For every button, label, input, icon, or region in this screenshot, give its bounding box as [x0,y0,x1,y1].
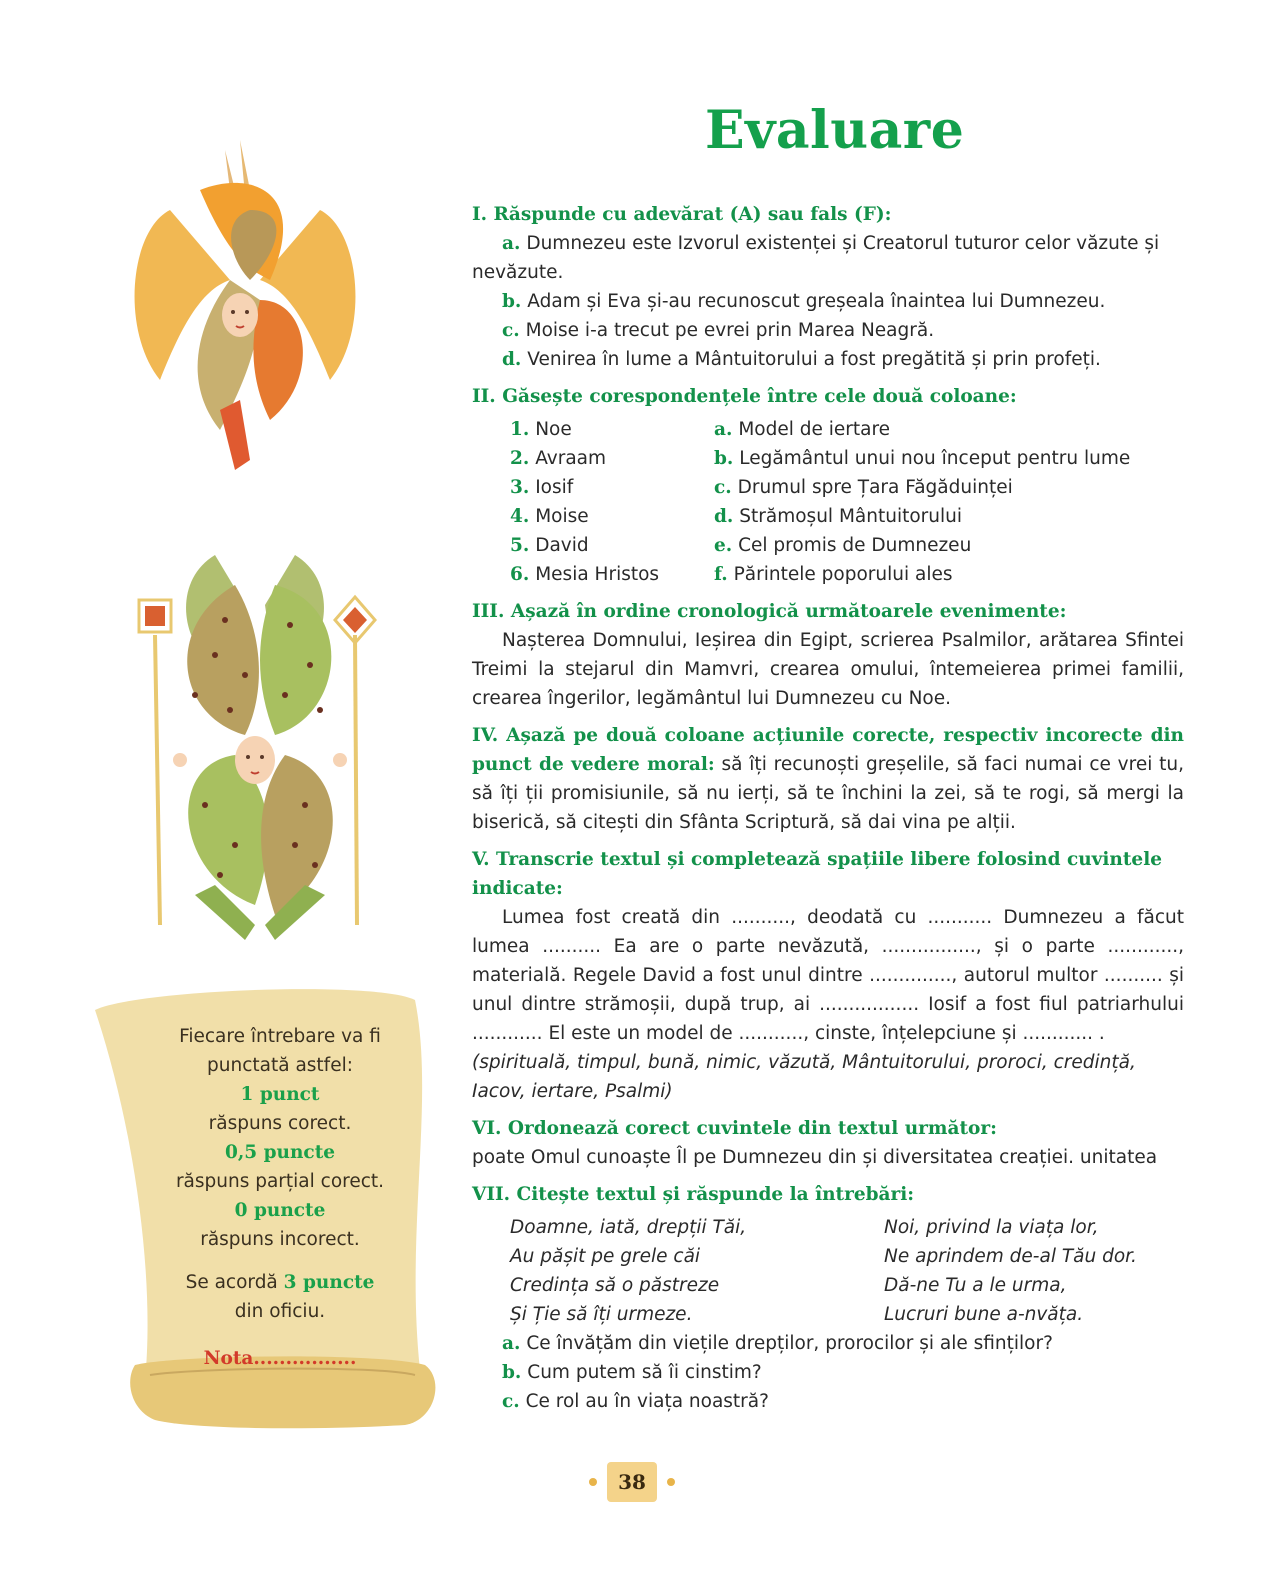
s7-question-c-text: Ce rol au în viața noastră? [525,1391,769,1412]
s1-item-b-text: Adam și Eva și-au recunoscut greșeala înaintea lui Dumnezeu. [527,291,1106,312]
left-2-text: Avraam [535,448,607,469]
poem-left-3: Credința să o păstreze [510,1275,720,1296]
score-2-desc: răspuns parțial corect. [175,1171,385,1192]
section-3 [472,597,1184,713]
score-3-desc: răspuns incorect. [200,1229,360,1250]
section-3-text: Nașterea Domnului, Ieșirea din Egipt, scrierea Psalmilor, arătarea Sfintei Treimi la stejarul din Mamvri, crearea omului, întemeierea primei familii, crearea îngerilor, legământul lui Dumnezeu cu Noe. [472,630,1184,709]
right-d-label: d. [714,506,734,527]
left-3-label: 3. [510,477,530,498]
left-4 [510,502,714,531]
poem-right-1: Noi, privind la viața lor, [884,1217,1099,1238]
s1-item-a-label: a. [502,233,521,254]
left-1 [510,415,714,444]
left-5 [510,531,714,560]
right-b [714,444,1184,473]
right-c-text: Drumul spre Țara Făgăduinței [737,477,1013,498]
section-5-title: V. Transcrie textul și completează spațiile libere folosind cuvintele indicate: [472,849,1163,899]
right-e-text: Cel promis de Dumnezeu [738,535,972,556]
section-6-text: poate Omul cunoaște Îl pe Dumnezeu din și diversitatea creației. unitatea [472,1147,1158,1168]
section-5 [472,845,1184,1106]
left-1-text: Noe [535,419,572,440]
scoring-intro: Fiecare întrebare va fi punctată astfel: [179,1026,381,1076]
s1-item-d-label: d. [502,349,522,370]
left-5-label: 5. [510,535,530,556]
right-e-label: e. [714,535,733,556]
s1-item-a [472,229,1184,287]
right-c-label: c. [714,477,732,498]
s1-item-d [472,345,1184,374]
section-5-text: Lumea fost creată din .........., deodată cu ........... Dumnezeu a făcut lumea .......... Ea are o parte nevăzută, ................, și o parte ............, materială. Regele David a fost unul dintre .............., autorul multor .......... și unul dintre strămoșii, după trup, ai ................. Iosif a fost fiul patriarhului ............ El este un model de ..........., cinste, înțelepciune și ............ . [472,907,1184,1044]
left-5-text: David [535,535,589,556]
s1-item-d-text: Venirea în lume a Mântuitorului a fost pregătită și prin profeți. [527,349,1101,370]
right-d [714,502,1184,531]
section-6-title: VI. Ordonează corect cuvintele din textul următor: [472,1118,997,1139]
s7-question-b-text: Cum putem să îi cinstim? [527,1362,762,1383]
poem-right-3: Dă-ne Tu a le urma, [884,1275,1067,1296]
s1-item-a-text: Dumnezeu este Izvorul existenței și Creatorul tuturor celor văzute și nevăzute. [472,233,1160,283]
poem [472,1213,1184,1329]
section-5-words: (spirituală, timpul, bună, nimic, văzută, Mântuitorului, proroci, credință, Iacov, iertare, Psalmi) [472,1052,1136,1102]
left-3-text: Iosif [535,477,574,498]
poem-left-4: Și Ție să îți urmeze. [510,1304,693,1325]
s7-question-b-label: b. [502,1362,522,1383]
s7-question-a-label: a. [502,1333,521,1354]
section-1 [472,200,1184,374]
section-3-title: III. Așază în ordine cronologică următoarele evenimente: [472,601,1067,622]
s1-item-c-text: Moise i-a trecut pe evrei prin Marea Neagră. [525,320,935,341]
right-a-label: a. [714,419,733,440]
page-number: 38 [607,1462,657,1502]
poem-right-2: Ne aprindem de-al Tău dor. [884,1246,1137,1267]
left-4-text: Moise [535,506,589,527]
right-f [714,560,1184,589]
poem-right-4: Lucruri bune a-nvăța. [884,1304,1084,1325]
bonus-pre: Se acordă [185,1272,278,1293]
right-a [714,415,1184,444]
s1-item-b [472,287,1184,316]
right-f-text: Părintele poporului ales [733,564,953,585]
left-6-text: Mesia Hristos [535,564,660,585]
poem-left-1: Doamne, iată, drepții Tăi, [510,1217,747,1238]
bonus-points: 3 puncte [283,1272,375,1293]
left-1-label: 1. [510,419,530,440]
s1-item-c-label: c. [502,320,520,341]
left-4-label: 4. [510,506,530,527]
s7-question-c [472,1387,1184,1416]
page-number-dot-right [667,1478,675,1486]
matching-columns [472,415,1184,589]
section-7-title: VII. Citește textul și răspunde la întrebări: [472,1184,915,1205]
s1-item-c [472,316,1184,345]
left-6-label: 6. [510,564,530,585]
scoring-box [160,1022,400,1373]
page-title: Evaluare [705,100,965,161]
left-2 [510,444,714,473]
section-6 [472,1114,1184,1172]
section-4-text: să îți recunoști greșelile, să faci numai ce vrei tu, să îți ții promisiunile, să nu ierți, să te închini la zei, să te rogi, să mergi la biserică, să citești din Sfânta Scriptură, să dai vina pe alții. [472,754,1185,833]
section-7 [472,1180,1184,1416]
left-3 [510,473,714,502]
left-6 [510,560,714,589]
s7-question-a-text: Ce învățăm din viețile drepților, prorocilor și ale sfinților? [526,1333,1053,1354]
seraph-illustration [110,130,380,480]
score-1-desc: răspuns corect. [208,1113,352,1134]
score-3-points: 0 puncte [234,1200,326,1221]
section-1-title: I. Răspunde cu adevărat (A) sau fals (F): [472,204,892,225]
s7-question-b [472,1358,1184,1387]
score-2-points: 0,5 puncte [224,1142,336,1163]
section-2 [472,382,1184,589]
score-1-points: 1 punct [240,1084,320,1105]
section-4 [472,721,1184,837]
section-2-title: II. Găsește corespondențele între cele două coloane: [472,386,1017,407]
s7-question-c-label: c. [502,1391,520,1412]
grade-line: Nota................ [203,1348,357,1369]
bonus-line [160,1268,400,1297]
right-b-label: b. [714,448,734,469]
s1-item-b-label: b. [502,291,522,312]
right-a-text: Model de iertare [738,419,891,440]
bonus-post: din oficiu. [234,1301,326,1322]
right-d-text: Strămoșul Mântuitorului [739,506,962,527]
right-e [714,531,1184,560]
section-4-title: IV. Așază pe două coloane acțiunile corecte, respectiv incorecte din punct de vedere moral: [472,725,1184,775]
s7-question-a [472,1329,1184,1358]
page-number-dot-left [589,1478,597,1486]
seraph-face [222,293,258,337]
cherub-illustration [125,545,390,945]
right-c [714,473,1184,502]
right-b-text: Legământul unui nou început pentru lume [739,448,1131,469]
left-2-label: 2. [510,448,530,469]
evaluation-content [472,200,1184,1424]
right-f-label: f. [714,564,728,585]
poem-left-2: Au pășit pe grele căi [510,1246,701,1267]
